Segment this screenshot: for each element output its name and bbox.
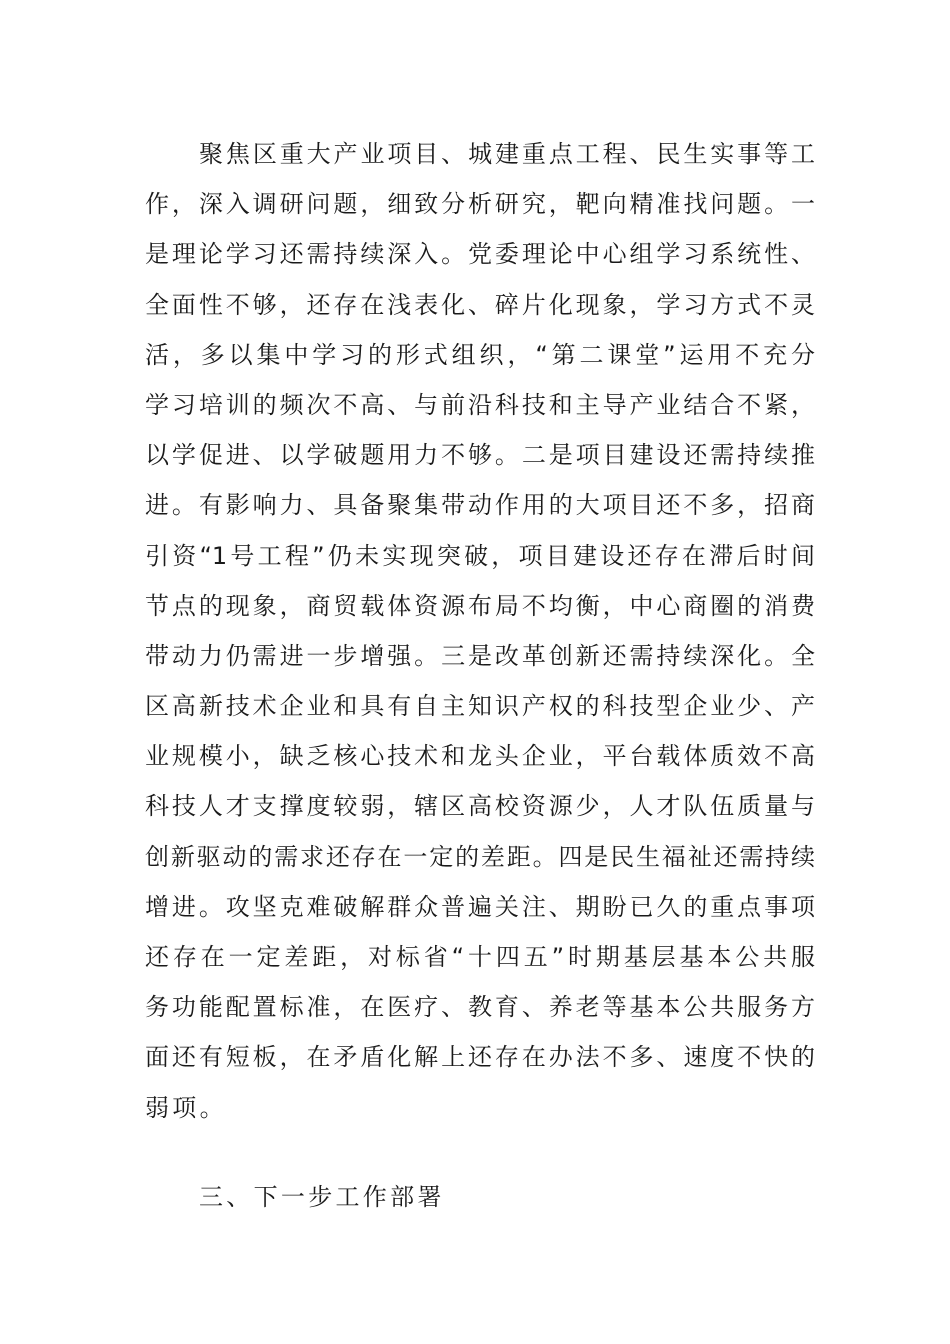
paragraph-line: 以学促进、以学破题用力不够。二是项目建设还需持续推 xyxy=(145,441,815,470)
paragraph-line: 节点的现象，商贸载体资源布局不均衡，中心商圈的消费 xyxy=(145,591,815,620)
paragraph-line: 学习培训的频次不高、与前沿科技和主导产业结合不紧， xyxy=(145,390,815,419)
section-heading: 三、下一步工作部署 xyxy=(199,1183,445,1211)
paragraph-line: 进。有影响力、具备聚集带动作用的大项目还不多，招商 xyxy=(145,491,815,520)
paragraph-line-last: 弱项。 xyxy=(145,1093,227,1122)
paragraph-line: 增进。攻坚克难破解群众普遍关注、期盼已久的重点事项 xyxy=(145,892,815,921)
paragraph-line: 引资“1号工程”仍未实现突破，项目建设还存在滞后时间 xyxy=(145,541,815,570)
paragraph-line: 聚焦区重大产业项目、城建重点工程、民生实事等工 xyxy=(199,140,815,168)
paragraph-line: 活，多以集中学习的形式组织，“第二课堂”运用不充分 xyxy=(145,340,815,369)
paragraph-line: 作，深入调研问题，细致分析研究，靶向精准找问题。一 xyxy=(145,190,815,219)
paragraph-line: 全面性不够，还存在浅表化、碎片化现象，学习方式不灵 xyxy=(145,290,815,319)
paragraph-line: 面还有短板，在矛盾化解上还存在办法不多、速度不快的 xyxy=(145,1043,815,1072)
paragraph-line: 科技人才支撑度较弱，辖区高校资源少，人才队伍质量与 xyxy=(145,792,815,821)
paragraph-line: 业规模小，缺乏核心技术和龙头企业，平台载体质效不高 xyxy=(145,742,815,771)
paragraph-line: 务功能配置标准，在医疗、教育、养老等基本公共服务方 xyxy=(145,993,815,1022)
paragraph-line: 是理论学习还需持续深入。党委理论中心组学习系统性、 xyxy=(145,240,815,269)
paragraph-line: 还存在一定差距，对标省“十四五”时期基层基本公共服 xyxy=(145,943,815,971)
paragraph-line: 创新驱动的需求还存在一定的差距。四是民生福祉还需持续 xyxy=(145,842,815,871)
body-paragraph xyxy=(145,129,815,1133)
paragraph-line: 带动力仍需进一步增强。三是改革创新还需持续深化。全 xyxy=(145,641,815,670)
paragraph-line: 区高新技术企业和具有自主知识产权的科技型企业少、产 xyxy=(145,692,815,721)
